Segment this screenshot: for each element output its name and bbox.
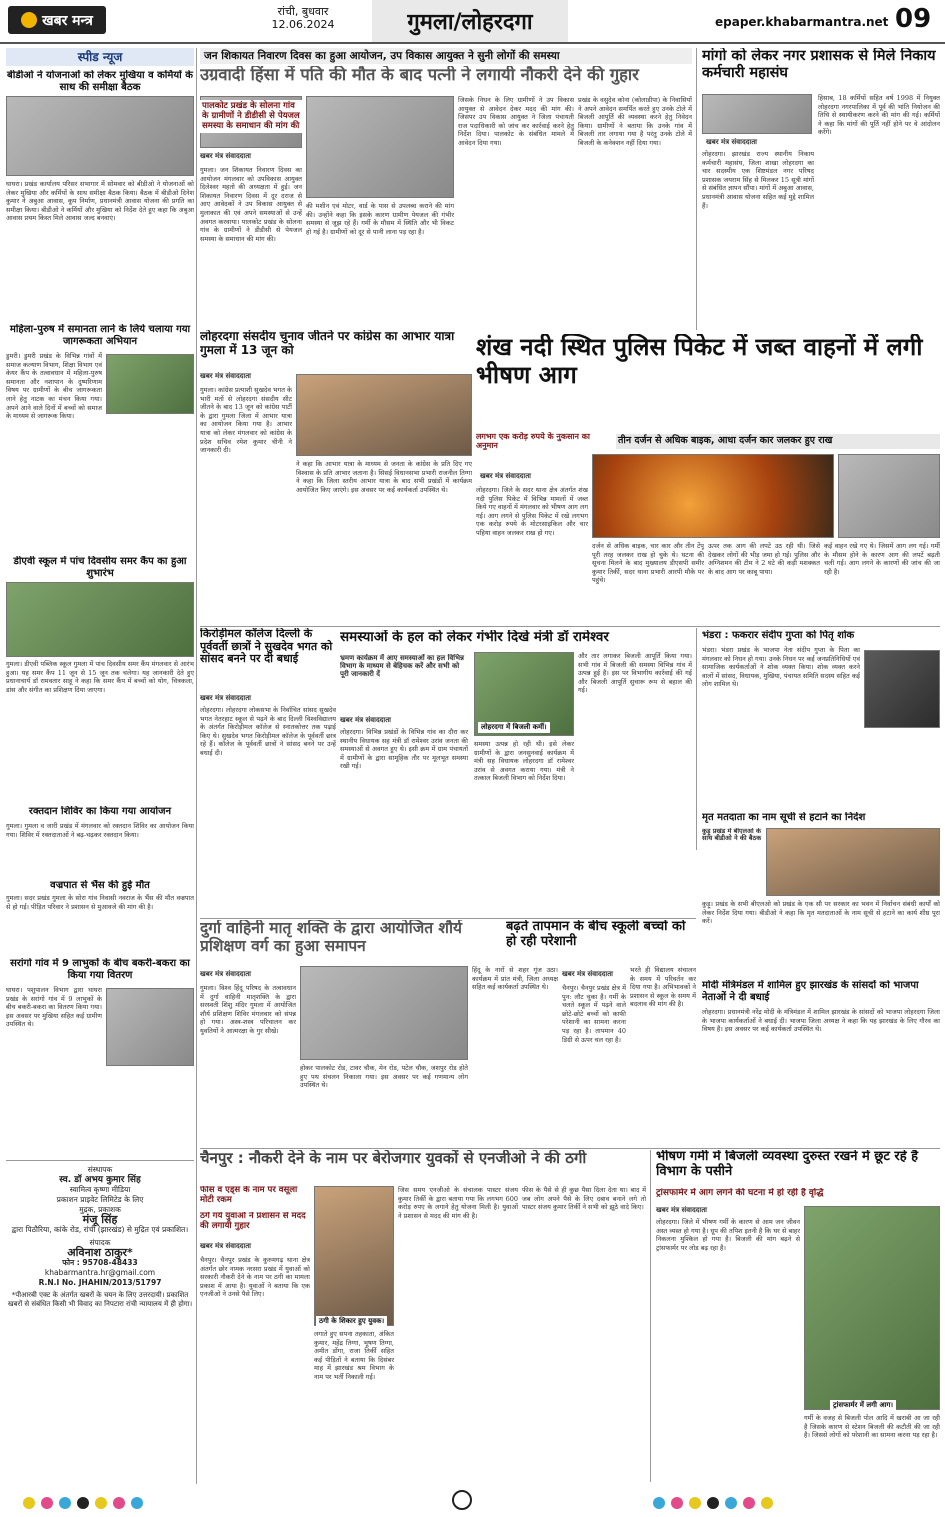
article-body: जिस समय एनजीओ के संचालक पास्टर संजय कुमार तिर्की के द्वारा बताया गया कि लगभग 600 करोड़ रुपए के लगाने हेतु योजना मिली है। युवाओं ने प्रशासन से मदद की मांग की है। [398,1186,518,1220]
photo-caption: ठगी के शिकार हुए युवक। [316,1316,387,1327]
article-body: लोहरदगा। विभिन्न प्रखंडों के विभिन्न गांव का दौरा कर स्थानीय विधायक सह मंत्री डॉ रामेश्वर उरांव जनता की समस्याओं से अवगत हुए थे। इसी क्रम में ग्राम पंचायतों में ग्रामीणों के द्वारा सामूहिक तौर पर मूलभूत समस्या रखी गई। [340,728,468,771]
dateline: रांची, बुधवार 12.06.2024 [271,5,335,31]
article-body: गुमला। गुमला व जारी प्रखंड में मंगलवार को रक्तदान शिविर का आयोजन किया गया। शिविर में रक्तदाताओं ने बढ़-चढ़कर रक्तदान किया। [6,822,194,839]
editor-name: अविनाश ठाकुर* [67,1246,133,1259]
awareness-photo [106,354,194,414]
photo-caption: लोहरदगा में बिजली कर्मी। [478,722,550,733]
article-body: कई वाहन रखे गए थे। जिसमें आग लग गई। गर्मी के मौसम होने के कारण आग की लपटें बढ़ती चली गई। आग लगने के कारणों की जांच की जा रही है। [824,542,940,576]
top-story-kicker: पालकोट प्रखंड के सोलना गांव के ग्रामीणों ने डीडीसी से पेयजल समस्या के समाधान की मांग की [200,100,302,133]
publisher-name: मंजू सिंह [82,1213,118,1226]
top-story-banner: जन शिकायत निवारण दिवस का हुआ आयोजन, उप विकास आयुक्त ने सुनी लोगों की समस्या [200,48,692,64]
blo-meeting-photo [766,828,940,896]
article-body: गर्मी के वजह से बिजली पोल आदि में खराबी आ जा रही है जिसके कारण से स्टेशन बिजली की कटौती की जा रही है। जिससे लोगों को परेशानी का सामना करना पड़ रहा है। [804,1414,940,1440]
portrait-photo [864,650,940,728]
article-body: लोहरदगा। जिले में भीषण गर्मी के कारण से आम जन जीवन अस्त व्यस्त हो गया है। धूप की तपिश इतनी है कि घर से बाहर निकलना मुश्किल हो गया है। बिजली की मांग बढ़ने से ट्रांसफार्मर पर लोड बढ़ रहा है। [656,1218,800,1252]
fire-headline: शंख नदी स्थित पुलिस पिकेट में जब्त वाहनों में लगी भीषण आग [476,334,923,389]
fire-officials-photo [838,454,940,538]
durga-headline: दुर्गा वाहिनी मातृ शक्ति के द्वारा आयोजित शौर्य प्रशिक्षण वर्ग का हुआ समापन [200,920,462,955]
byline: खबर मंत्र संवाददाता [340,716,391,724]
transformer-fire-photo [804,1206,940,1410]
byline: खबर मंत्र संवाददाता [200,694,251,702]
article-body: गुमला। डीएवी पब्लिक स्कूल गुमला में पांच दिवसीय समर कैंप मंगलवार से आरंभ हुआ। यह समर कैंप 11 जून से 15 जून तक चलेगा। यह जानकारी देते हुए प्रधानाचार्य डॉ रामवतार साहू ने कहा कि समर कैंप में बच्चों को योग, चित्रकला, डांस और संगीत का प्रशिक्षण दिया जाएगा। [6,660,194,694]
nagar-photo [702,94,812,134]
byline: खबर मंत्र संवाददाता [706,138,757,146]
article-body: और तार लगाकर बिजली आपूर्ति किया गया। सभी गांव में बिजली की समस्या विभिन्न गांव में उत्पन्न हुई है। इस पर विभागीय कार्रवाई की गई और बिजली आपूर्ति सुचारू रूप से बहाल की गई। [578,652,692,695]
chainpur-kicker: ठगे गये युवाओं ने प्रशासन से मदद की लगायी गुहार [200,1212,306,1231]
site-url[interactable]: epaper.khabarmantra.net [715,15,889,29]
brand-logo: खबर मन्त्र [8,6,106,34]
sidebar-headline: सरांगो गांव में 9 लाभुकों के बीच बकरी-बकरा का किया गया वितरण [10,958,190,981]
sidebar-headline: बीडीओ ने योजनाओं को लेकर मुखिया व कर्मियों के साथ की समीक्षा बैठक [7,70,193,93]
nagar-headline: मांगो को लेकर नगर प्रशासक से मिले निकाय कर्मचारी महासंघ [702,48,936,81]
article-body: लोहरदगा। प्रधानमंत्री नरेंद्र मोदी के मंत्रिमंडल में शामिल झारखंड के सांसदों को भाजपा लोहरदगा जिला के भाजपा कार्यकर्ताओं ने बधाई दी। भाजपा जिला अध्यक्ष ने कहा कि यह झारखंड के लिए गौरव का विषय है। इस अवसर पर कई कार्यकर्ता उपस्थित थे। [702,1008,940,1034]
article-body: लोहरदगा। जिले के सदर थाना क्षेत्र अंतर्गत शंख नदी पुलिस पिकेट में विभिन्न मामलों में जब्त किये गए वाहनों में मंगलवार को भीषण आग लग गई। आग लगने से पुलिस पिकेट में रखे लगभग एक करोड़ रुपये के मोटरसाइकिल और चार पहिया वाहन जलकर राख हो गए। [476,486,588,537]
kirori-headline: किरोड़ीमल कॉलेज दिल्ली के पूर्ववर्ती छात्रों ने सुखदेव भगत को सांसद बनने पर दी बधाई [200,628,333,666]
fire-subhead: लगभग एक करोड़ रुपये के नुकसान का अनुमान [476,432,590,451]
imprint-box: संस्थापक स्व. डॉ अभय कुमार सिंह स्वामित्व कृष्णा मीडिया प्रकाशन प्राइवेट लिमिटेड के लिए मुद्रक, प्रकाशक मंजू सिंह द्वारा पिठौरिया, कांके रोड, रांची (झारखंड) से मुद्रित एवं प्रकाशित। संपादक अविनाश ठाकुर* फोन : 95708-48433 khabarmantra.hr@gmail.com R.N.I No. JHAHIN/2013/51797 *पीआरबी एक्ट के अंतर्गत खबरों के चयन के लिए उत्तरदायी। प्रकाशित खबरों से संबंधित किसी भी विवाद का निपटारा रांची न्यायालय में ही होगा। [6,1160,194,1480]
power-kicker: ट्रांसफार्मर में आग लगने की घटना में हो रही है वृद्धि [656,1188,824,1198]
article-body: घाघरा। प्रखंड कार्यालय परिसर सभागार में सोमवार को बीडीओ ने योजनाओं को लेकर मुखिया और कर्मियों के साथ समीक्षा बैठक किया। बैठक में बीडीओ दिनेश कुमार ने अबुआ आवास, कूप निर्माण, प्रधानमंत्री आवास योजना की प्रगति का समीक्षा किया। बीडीओ ने कर्मियों और मुखिया को निर्देश देते हुए कहा कि अबुआ आवास प्रथम किस्त मिले आवास जल्द बनवाएं। [6,180,194,223]
page-number: 09 [895,4,932,34]
sidebar-headline: महिला-पुरुष में समानता लाने के लिये चलाया गया जागरूकता अभियान [9,324,191,347]
article-body: फीस के पैसे से ही कुछ पैसा दिला देता था। बाद में जब लोग अपने पैसे के लिए दबाव बनाने लगे तो पास्टर संजय कुमार तिर्की ने सभी को झूठे वादे किए। [522,1186,646,1212]
rni-number: R.N.I No. JHAHIN/2013/51797 [38,1278,162,1287]
column-divider [196,48,197,1484]
minister-kicker: भ्रमण कार्यक्रम में आए समस्याओं का हल विभिन्न विभाग के माध्यम से बेहिचक करें और सभी को पूरी जानकारी दें [340,654,464,679]
byline: खबर मंत्र संवाददाता [562,970,613,978]
sidebar-headline: वज्रपात से भैंस की हुई मौत [50,880,150,891]
article-body: डुमरी। डुमरी प्रखंड के विभिन्न गांवों में समाज कल्याण विभाग, शिक्षा विभाग एवं केयर कैंप के तत्वावधान में महिला-पुरुष समानता और नशापान के दुष्परिणाम विषय पर ग्रामीणों के बीच जागरूकता लाने हेतु नाटक का मंचन किया गया। अपने आने वाले दिनों में बच्चों को समाज के माध्यम से जागरूक किया। [6,352,102,421]
bhandra-headline: भंडरा : फकरार संदीप गुप्ता को पितृ शोक [702,630,855,641]
article-body: लोहरदगा। लोहरदगा लोकसभा के निर्वाचित सांसद सुखदेव भगत नेतरहाट स्कूल से पढ़ने के बाद दिल्ली विश्वविद्यालय के अंतर्गत किरोड़ीमल कॉलेज से स्नातकोत्तर तक पढ़ाई किए थे। सुखदेव भगत किरोड़ीमल कॉलेज के पूर्ववर्ती छात्र रहे हैं। कॉलेज के पूर्ववर्ती छात्रों ने सांसद बनने पर उन्हें बधाई दी। [200,706,336,757]
power-headline: भीषण गर्मी में बिजली व्यवस्था दुरुस्त रखने में छूट रहे है विभाग के पसीने [656,1150,919,1179]
chainpur-headline: चैनपुर : नौकरी देने के नाम पर बेरोजगार युवकों से एनजीओ ने की ठगी [200,1150,587,1167]
article-body: घाघरा। पशुपालन विभाग द्वारा घाघरा प्रखंड के सरांगो गांव में 9 लाभुकों के बीच बकरी-बकरा का वितरण किया गया। इस अवसर पर मुखिया सहित कई ग्रामीण उपस्थित थे। [6,986,102,1029]
article-body: लगाते हुए सपना तहकाता, अंकित कुमार, महेंद्र तिग्गा, भूषण तिग्गा, अमीत डोंगा, राजा तिर्की सहित कई पीड़ितों ने बताया कि दिसंबर माह में झारखंड श्रम विभाग के नाम पर भर्ती निकाली गई। [314,1330,394,1381]
print-registration-bar [0,1486,945,1517]
article-body: भंडरा। भंडरा प्रखंड के भाजपा नेता संदीप गुप्ता के पिता का मंगलवार को निधन हो गया। उनके निधन पर कई जनप्रतिनिधियों एवं सामाजिक कार्यकर्ताओं ने शोक व्यक्त किया। शोक व्यक्त करने वालों में सांसद, विधायक, मुखिया, पंचायत समिति सदस्य सहित कई लोग शामिल थे। [702,646,860,689]
sidebar-title: स्पीड न्यूज [6,48,194,66]
ddc-office-photo [306,96,454,198]
voter-headline: मृत मतदाता का नाम सूची से हटाने का निर्देश [702,812,866,823]
article-body: कुड़ू। प्रखंड के सभी बीएलओ को प्रखंड के एक सौ पर सरकार का भवन में निर्वाचन संबंधी कार्यों को लेकर निर्देश दिया गया। बीडीओ ने कहा कि मृत मतदाताओं के नाम सूची से हटाने का कार्य शीघ्र पूरा करें। [702,900,940,926]
color-registration-marks [650,1494,776,1513]
founder-name: स्व. डॉ अभय कुमार सिंह [59,1175,141,1185]
section-title: गुमला/लोहरदगा [372,0,568,42]
masthead [0,0,945,44]
column-divider [650,1150,651,1482]
article-body: गुमला। सदर प्रखंड गुमला के सोरा गांव निवासी नवराज के भैंस की मौत वज्रपात से हो गई। पीड़ित परिवार ने प्रशासन से मुआवजे की मांग की है। [6,894,194,911]
modi-headline: मोदी मंत्रिमंडल में शामिल हुए झारखंड के सांसदों को भाजपा नेताओं ने दी बधाई [702,980,919,1003]
byline: खबर मंत्र संवाददाता [656,1206,707,1214]
congress-headline: लोहरदगा संसदीय चुनाव जीतने पर कांग्रेस का आभार यात्रा गुमला में 13 जून को [200,330,455,357]
minister-headline: समस्याओं के हल को लेकर गंभीर दिखे मंत्री डॉ रामेश्वर [340,630,609,645]
byline: खबर मंत्र संवाददाता [200,970,251,978]
goat-distribution-photo [106,988,194,1066]
sidebar-headline: डीएवी स्कूल में पांच दिवसीय समर कैंप का हुआ शुभारंभ [13,556,187,579]
contact-email[interactable]: khabarmantra.hr@gmail.com [44,1268,156,1277]
victims-photo [314,1186,394,1326]
article-body: होकर पालकोट रोड, टावर चौक, मेन रोड, पटेल चौक, जशपुर रोड होते हुए पथ संचलन निकाला गया। इस अवसर पर कई गणमान्य लोग उपस्थित थे। [300,1064,468,1090]
logo-mark-icon [21,12,37,28]
article-body: भरते ही विद्यालय संचालन के समय में परिवर्तन कर दिया गया है। अभिभावकों ने प्रशासन से स्कूल के समय में बदलाव की मांग की है। [630,966,696,1009]
article-body: गुमला। विश्व हिंदू परिषद के तत्वावधान में दुर्गा वाहिनी मातृशक्ति के द्वारा सरस्वती शिशु मंदिर गुमला में आयोजित शौर्य प्रशिक्षण शिविर मंगलवार को संपन्न हो गया। अस्त्र-शस्त्र परिचालन कर युवतियों ने आत्मरक्षा के गुर सीखे। [200,984,296,1035]
article-body: जिसके निधन के लिए ग्रामीणों ने उप विकास आयुक्त से आवेदन देकर मदद की मांग की। जिसपर उप विकास आयुक्त ने जिला पंचायती राज पदाधिकारी को जांच कर कार्रवाई करने हेतु निर्देश दिया। पालकोट के संबंधित मामले में आवेदन दिया गया। [458,96,574,147]
article-body: हिंदू के नारों से शहर गूंज उठा। कार्यक्रम में प्रांत मंत्री, जिला अध्यक्ष सहित कई कार्यकर्ता उपस्थित थे। [472,966,558,992]
congress-meeting-photo [296,374,472,456]
top-story-headline: उग्रवादी हिंसा में पति की मौत के बाद पत्नी ने लगायी नौकरी देने की गुहार [200,66,639,84]
byline: खबर मंत्र संवाददाता [200,1242,251,1250]
meeting-photo [6,96,194,176]
legal-note: *पीआरबी एक्ट के अंतर्गत खबरों के चयन के लिए उत्तरदायी। प्रकाशित खबरों से संबंधित किसी भी विवाद का निपटारा रांची न्यायालय में ही होगा। [7,1291,193,1308]
color-registration-marks [20,1494,146,1513]
byline: खबर मंत्र संवाददाता [200,152,251,160]
chainpur-kicker: फीस व एड्स के नाम पर वसूला मोटी रकम [200,1186,298,1205]
article-body: चैनपुर। चैनपुर प्रखंड क्षेत्र में पुन: लौट चुका है। गर्मी के चलते स्कूल में पढ़ने वाले छोटे-छोटे बच्चों को काफी परेशानी का सामना करना पड़ रहा है। तापमान 40 डिग्री से ऊपर चल रहा है। [562,984,626,1044]
article-body: गुमला। कांग्रेस प्रत्याशी सुखदेव भगत के भारी मतों से लोहरदगा संसदीय सीट जीतने के बाद 13 जून को कांग्रेस पार्टी के द्वारा गुमला जिला में आभार यात्रा का आयोजन किया गया है। आभार यात्रा को लेकर मंगलवार को कांग्रेस के प्रदेश सचिव रमेश कुमार चीनी ने जानकारी दी। [200,386,292,455]
photo-caption: ट्रांसफार्मर में लगी आग। [830,1400,896,1411]
sidebar-headline: रक्तदान शिविर का किया गया आयोजन [28,806,172,817]
column-divider [696,48,697,330]
article-body: की मशीन एवं मोटर, वार्ड के पास से उपलब्ध कराने की मांग की। उन्होंने कहा कि इसके कारण ग्रामीण पेयजल की गंभीर समस्या से जूझ रहे हैं। गर्मी के मौसम में स्थिति और भी विकट हो गई है। ग्रामीणों को दूर से पानी लाना पड़ रहा है। [306,202,454,236]
procession-photo [300,966,468,1060]
article-body: हिसाब, 18 कर्मियों सहित वर्ष 1998 में नियुक्त लोहरदगा नगरपालिका में पूर्व की भांति नियोजन की तिथि से स्थायीकरण करने की मांग की गई। कर्मियों ने कहा कि मांगों की पूर्ति नहीं होने पर वे आंदोलन करेंगे। [818,94,940,137]
article-body: प्रखंड के वसुदेव कोना (कोलाडीपा) के निवासियों ने अपने आवेदन समर्पित करते हुए उनके टोले में बिजली आपूर्ति की व्यवस्था करने हेतु निवेदन किया। ग्रामीणों ने बताया कि उनके गांव में बिजली तार लगाया गया है परंतु उनके टोले में बिजली के कनेक्शन नहीं दिया गया। [578,96,692,147]
article-body: लोहरदगा। झारखंड राज्य स्थानीय निकाय कर्मचारी महासंघ, जिला शाखा लोहरदगा का चार सदस्यीय एक शिष्टमंडल नगर परिषद प्रशासक जयराम सिंह से मिलकर 15 सूत्री मांगों से संबंधित ज्ञापन सौंपा। मांगों में अबुआ आवास, प्रधानमंत्री आवास योजना सहित कई मुद्दे शामिल हैं। [702,150,814,210]
row-divider [200,626,940,627]
article-body: गुमला। जन शिकायत निवारण दिवस का आयोजन मंगलवार को उपविकास आयुक्त दिलेश्वर महतो की अध्यक्षता में हुई। जन शिकायत निवारण दिवस में दूर दराज से आए आवेदकों ने उप विकास आयुक्त से मुलाकात की एवं अपने समस्याओं से उन्हें अवगत करवाया। पालकोट प्रखंड के सोलना गांव के ग्रामीणों ने डीडीसी से पेयजल समस्या के समाधान की मांग की। [200,166,302,243]
column-divider [696,628,697,850]
article-body: चैनपुर। चैनपुर प्रखंड के कुरुमगढ़ थाना क्षेत्र अंतर्गत छोर नामक नरसरा प्रखंड में युवाओं को सरकारी नौकरी देने के नाम पर ठगी का मामला प्रकाश में आया है। युवाओं ने बताया कि एक एनजीओ ने उनसे पैसे लिए। [200,1256,310,1299]
voter-kicker: कुड़ू प्रखंड में बीएलओ के साथ बीडीओ ने की बैठक [702,828,762,843]
row-divider [200,1148,940,1149]
row-divider [200,918,696,919]
heat-headline: बढ़ते तापमान के बीच स्कूली बच्चों को हो रही परेशानी [506,920,686,949]
byline: खबर मंत्र संवाददाता [200,372,251,380]
article-body: ऊपर तक आग की लपटे उठ रही थी। जिसे देखकर लोगों की भीड़ जमा हो गई। पुलिस और अग्निशमन की टीम ने 2 घंटे की कड़ी मशक्कत के बाद आग पर काबू पाया। [708,542,820,576]
contact-phone: फोन : 95708-48433 [62,1258,138,1267]
byline: खबर मंत्र संवाददाता [480,472,531,480]
article-body: दर्जन से अधिक बाइक, चार कार और तीन टेंपू पूरी तरह जलकर राख हो चुके थे। घटना की सूचना मिलने के बाद मुख्यालय डीएसपी समीर कुमार तिर्की, सदर थाना प्रभारी आरपी मौके पर पहुंचे। [592,542,704,585]
fire-subhead: तीन दर्जन से अधिक बाइक, आधा दर्जन कार जलकर हुए राख [616,434,940,449]
article-body: समस्या उत्पन्न हो रही थी। इसे लेकर ग्रामीणों के द्वारा जनसुनवाई कार्यक्रम में मंत्री सह विधायक लोहरदगा डॉ रामेश्वर उरांव से अवगत कराया गया। मंत्री ने तत्काल बिजली विभाग को निर्देश दिया। [474,740,574,783]
summer-camp-photo [6,582,194,657]
fire-photo [592,454,834,538]
article-body: ने कहा कि आभार यात्रा के माध्यम से जनता के कांग्रेस के प्रति दिए गए विश्वास के प्रति आभार जताना है। सिसई विधानसभा प्रभारी राजनील तिग्गा ने कहा कि जिला स्तरीय आभार यात्रा के बाद सभी प्रखंडों में कार्यक्रम आयोजित किए जाएंगे। इस अवसर पर कई कार्यकर्ता उपस्थित थे। [296,460,472,494]
crosshair-icon [452,1490,472,1510]
